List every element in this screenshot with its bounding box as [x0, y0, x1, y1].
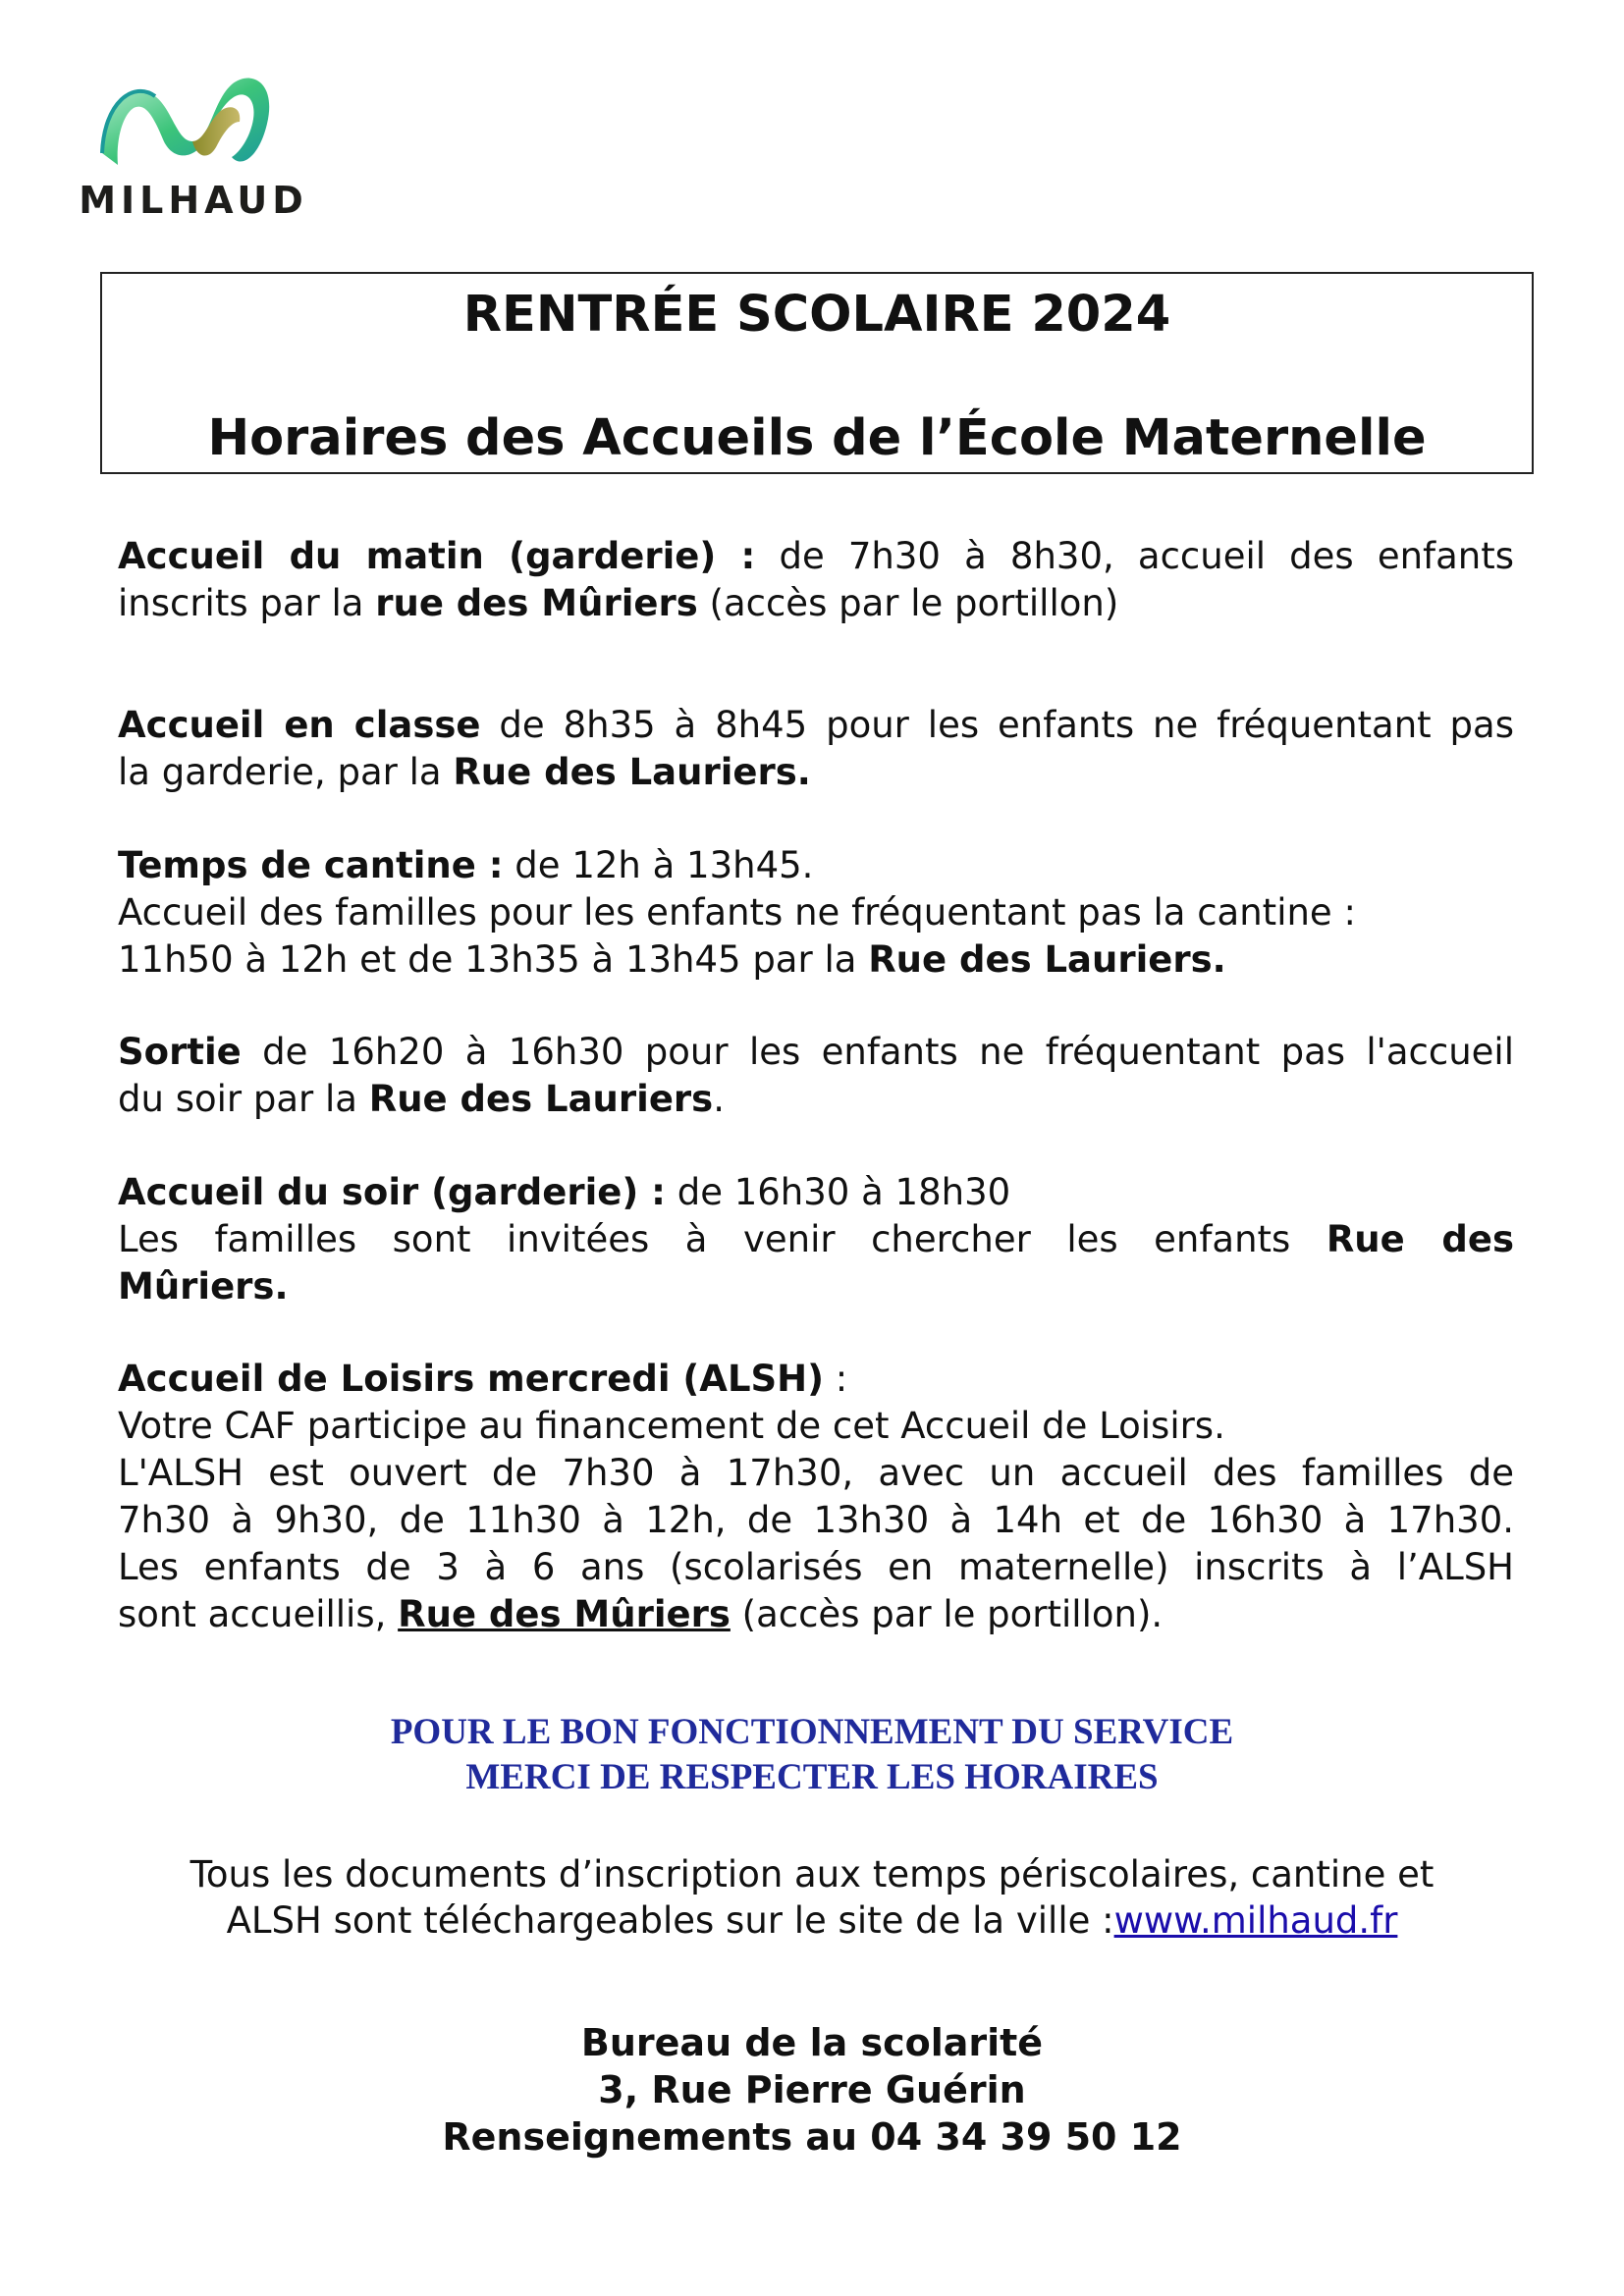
page-subtitle: Horaires des Accueils de l’École Maternelle	[207, 409, 1427, 467]
documents-text: ALSH sont téléchargeables sur le site de la ville :	[226, 1899, 1114, 1942]
section-label: Accueil de Loisirs mercredi (ALSH)	[118, 1358, 825, 1400]
section-text: Votre CAF participe au financement de cet Accueil de Loisirs.	[118, 1405, 1225, 1447]
section-text: de 12h à 13h45.	[503, 844, 814, 886]
milhaud-logo	[71, 63, 316, 230]
section-text: (accès par le portillon)	[697, 582, 1119, 624]
section-text: de 16h30 à 18h30	[665, 1171, 1011, 1213]
section-text: du soir par la	[118, 1078, 369, 1120]
section-text: (accès par le portillon).	[730, 1593, 1164, 1635]
section-alsh	[118, 1356, 1514, 1638]
documents-text: Tous les documents d’inscription aux temps périscolaires, cantine et	[189, 1853, 1435, 1896]
section-text: 11h50 à 12h et de 13h35 à 13h45 par la	[118, 938, 869, 981]
notice-banner	[0, 1710, 1624, 1800]
section-label: Accueil du matin (garderie) :	[118, 535, 756, 577]
title-box	[100, 272, 1534, 474]
section-text: L'ALSH est ouvert de 7h30 à 17h30, avec un accueil des familles de	[118, 1452, 1514, 1494]
street-name: Rue des Lauriers	[368, 1078, 714, 1120]
section-label: Accueil en classe	[118, 704, 481, 746]
section-text: Les familles sont invitées à venir chercher les enfants	[118, 1218, 1326, 1260]
street-name: Mûriers.	[118, 1265, 289, 1308]
section-text: de 16h20 à 16h30 pour les enfants ne fréquentant pas l'accueil	[241, 1031, 1514, 1073]
street-name: Rue des Lauriers.	[453, 751, 811, 793]
section-accueil-classe	[118, 702, 1514, 796]
section-text: 7h30 à 9h30, de 11h30 à 12h, de 13h30 à 14h et de 16h30 à 17h30.	[118, 1499, 1514, 1541]
section-cantine	[118, 842, 1514, 984]
office-phone: Renseignements au 04 34 39 50 12	[442, 2115, 1182, 2159]
section-sortie	[118, 1029, 1514, 1123]
section-text: Accueil des familles pour les enfants ne fréquentant pas la cantine :	[118, 891, 1356, 934]
street-name: Rue des Lauriers.	[868, 938, 1226, 981]
street-name: Rue des Mûriers	[398, 1593, 731, 1635]
office-address: 3, Rue Pierre Guérin	[598, 2068, 1026, 2111]
section-text: de 7h30 à 8h30, accueil des enfants	[755, 535, 1514, 577]
section-accueil-matin	[118, 533, 1514, 627]
section-accueil-soir	[118, 1169, 1514, 1310]
section-text: Les enfants de 3 à 6 ans (scolarisés en maternelle) inscrits à l’ALSH	[118, 1546, 1514, 1588]
section-text: de 8h35 à 8h45 pour les enfants ne fréquentant pas	[480, 704, 1514, 746]
section-text: sont accueillis,	[118, 1593, 399, 1635]
notice-line: MERCI DE RESPECTER LES HORAIRES	[465, 1757, 1159, 1797]
section-text: :	[824, 1358, 848, 1400]
milhaud-m-logo-icon	[94, 63, 281, 176]
section-text: .	[713, 1078, 725, 1120]
notice-line: POUR LE BON FONCTIONNEMENT DU SERVICE	[390, 1712, 1234, 1752]
website-link[interactable]: www.milhaud.fr	[1113, 1899, 1398, 1942]
section-text: inscrits par la	[118, 582, 376, 624]
section-text: la garderie, par la	[118, 751, 454, 793]
section-label: Sortie	[118, 1031, 242, 1073]
section-label: Accueil du soir (garderie) :	[118, 1171, 666, 1213]
street-name: rue des Mûriers	[375, 582, 698, 624]
documents-info	[0, 1851, 1624, 1944]
logo-wordmark: MILHAUD	[79, 179, 308, 222]
footer-contact	[0, 2019, 1624, 2161]
page-title: RENTRÉE SCOLAIRE 2024	[462, 286, 1171, 344]
section-label: Temps de cantine :	[118, 844, 504, 886]
street-name: Rue des	[1326, 1218, 1514, 1260]
office-name: Bureau de la scolarité	[580, 2021, 1044, 2064]
